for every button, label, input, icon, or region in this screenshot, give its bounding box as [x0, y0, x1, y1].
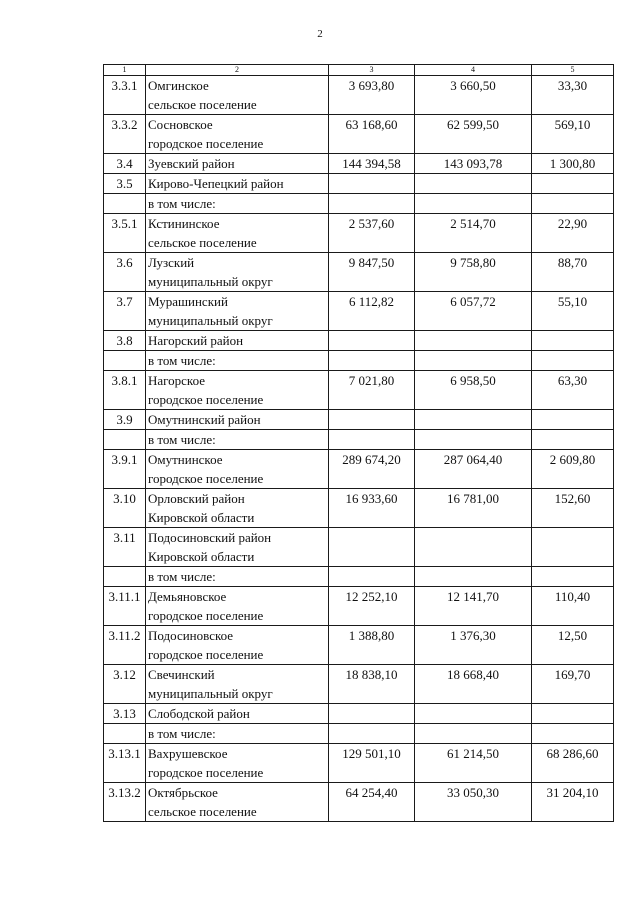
row-name-line: в том числе:: [148, 353, 216, 368]
row-number: 3.8: [104, 331, 146, 351]
value-c3: [329, 724, 415, 744]
column-header: 3: [329, 65, 415, 76]
table-row: [104, 783, 614, 822]
row-name: [146, 174, 329, 194]
value-c4: 18 668,40: [415, 665, 532, 704]
row-name-line: Омутнинское: [148, 452, 223, 467]
table-row: [104, 371, 614, 410]
row-number: 3.5.1: [104, 214, 146, 253]
value-c5: 88,70: [532, 253, 614, 292]
row-number: 3.7: [104, 292, 146, 331]
row-number: 3.3.1: [104, 76, 146, 115]
row-name-line: городское поселение: [148, 392, 264, 407]
value-c3: 63 168,60: [329, 115, 415, 154]
row-name-line: муниципальный округ: [148, 313, 273, 328]
row-name-line: городское поселение: [148, 765, 264, 780]
table-row: [104, 194, 614, 214]
row-name: [146, 430, 329, 450]
row-name-line: в том числе:: [148, 569, 216, 584]
row-number: 3.9: [104, 410, 146, 430]
value-c5: [532, 567, 614, 587]
row-number: [104, 194, 146, 214]
row-number: 3.11: [104, 528, 146, 567]
column-header: 4: [415, 65, 532, 76]
row-name: [146, 567, 329, 587]
row-name-line: Мурашинский: [148, 294, 228, 309]
value-c5: 31 204,10: [532, 783, 614, 822]
page-number: 2: [317, 28, 323, 40]
row-name-line: Нагорский район: [148, 333, 244, 348]
row-number: 3.4: [104, 154, 146, 174]
row-name: [146, 351, 329, 371]
table-row: [104, 174, 614, 194]
row-name-line: Кстининское: [148, 216, 220, 231]
value-c3: 1 388,80: [329, 626, 415, 665]
row-name: [146, 450, 329, 489]
row-name: [146, 292, 329, 331]
row-number: 3.11.2: [104, 626, 146, 665]
row-name: [146, 331, 329, 351]
row-name-line: Зуевский район: [148, 156, 235, 171]
value-c5: [532, 704, 614, 724]
table-row: [104, 724, 614, 744]
row-number: 3.10: [104, 489, 146, 528]
value-c3: [329, 704, 415, 724]
row-name-line: Омгинское: [148, 78, 209, 93]
table-row: [104, 214, 614, 253]
table-row: [104, 665, 614, 704]
value-c5: 33,30: [532, 76, 614, 115]
table-body: [104, 76, 614, 822]
value-c3: 16 933,60: [329, 489, 415, 528]
row-name-line: городское поселение: [148, 647, 264, 662]
row-name: [146, 154, 329, 174]
table-row: [104, 253, 614, 292]
value-c4: 61 214,50: [415, 744, 532, 783]
value-c3: [329, 528, 415, 567]
value-c4: [415, 528, 532, 567]
value-c3: 3 693,80: [329, 76, 415, 115]
row-name: [146, 371, 329, 410]
value-c4: 143 093,78: [415, 154, 532, 174]
row-name-line: Подосиновский район: [148, 530, 272, 545]
value-c4: [415, 567, 532, 587]
row-name-line: в том числе:: [148, 196, 216, 211]
row-name: [146, 626, 329, 665]
value-c3: [329, 351, 415, 371]
value-c3: 2 537,60: [329, 214, 415, 253]
table-row: [104, 430, 614, 450]
row-number: 3.3.2: [104, 115, 146, 154]
budget-table: [103, 64, 614, 822]
row-name: [146, 528, 329, 567]
value-c4: [415, 331, 532, 351]
value-c5: 569,10: [532, 115, 614, 154]
row-name-line: в том числе:: [148, 432, 216, 447]
value-c5: 169,70: [532, 665, 614, 704]
value-c4: 6 057,72: [415, 292, 532, 331]
row-number: [104, 430, 146, 450]
value-c5: [532, 194, 614, 214]
value-c3: [329, 410, 415, 430]
value-c4: 33 050,30: [415, 783, 532, 822]
value-c5: 63,30: [532, 371, 614, 410]
value-c5: 68 286,60: [532, 744, 614, 783]
value-c3: [329, 567, 415, 587]
row-name: [146, 253, 329, 292]
value-c5: [532, 174, 614, 194]
table-row: [104, 489, 614, 528]
table-row: [104, 567, 614, 587]
table-row: [104, 154, 614, 174]
value-c5: [532, 410, 614, 430]
table-row: [104, 410, 614, 430]
table-row: [104, 76, 614, 115]
value-c3: 129 501,10: [329, 744, 415, 783]
value-c5: 1 300,80: [532, 154, 614, 174]
row-name: [146, 724, 329, 744]
row-name-line: Омутнинский район: [148, 412, 261, 427]
value-c3: [329, 430, 415, 450]
row-number: 3.13: [104, 704, 146, 724]
row-name: [146, 76, 329, 115]
column-header: 2: [146, 65, 329, 76]
value-c4: [415, 704, 532, 724]
value-c5: 22,90: [532, 214, 614, 253]
value-c4: 2 514,70: [415, 214, 532, 253]
row-number: 3.13.1: [104, 744, 146, 783]
row-name-line: в том числе:: [148, 726, 216, 741]
value-c4: [415, 724, 532, 744]
column-number-row: [104, 65, 614, 76]
value-c4: 9 758,80: [415, 253, 532, 292]
row-number: 3.11.1: [104, 587, 146, 626]
value-c5: [532, 724, 614, 744]
value-c5: 12,50: [532, 626, 614, 665]
row-name-line: Подосиновское: [148, 628, 234, 643]
value-c3: 144 394,58: [329, 154, 415, 174]
row-name-line: Вахрушевское: [148, 746, 228, 761]
value-c3: 18 838,10: [329, 665, 415, 704]
value-c4: 16 781,00: [415, 489, 532, 528]
row-name-line: городское поселение: [148, 136, 264, 151]
row-number: 3.5: [104, 174, 146, 194]
value-c4: [415, 351, 532, 371]
value-c3: 6 112,82: [329, 292, 415, 331]
row-name: [146, 194, 329, 214]
value-c3: 12 252,10: [329, 587, 415, 626]
row-name: [146, 665, 329, 704]
row-name: [146, 744, 329, 783]
row-name-line: Орловский район: [148, 491, 245, 506]
table-row: [104, 704, 614, 724]
value-c4: 287 064,40: [415, 450, 532, 489]
value-c4: [415, 430, 532, 450]
row-name: [146, 214, 329, 253]
row-name-line: Лузский: [148, 255, 195, 270]
row-name-line: городское поселение: [148, 608, 264, 623]
row-name: [146, 704, 329, 724]
row-name-line: сельское поселение: [148, 235, 257, 250]
row-number: 3.8.1: [104, 371, 146, 410]
table-row: [104, 528, 614, 567]
value-c5: [532, 331, 614, 351]
row-number: 3.9.1: [104, 450, 146, 489]
row-name-line: Нагорское: [148, 373, 206, 388]
row-name-line: сельское поселение: [148, 804, 257, 819]
row-name-line: городское поселение: [148, 471, 264, 486]
column-header: 1: [104, 65, 146, 76]
row-name-line: муниципальный округ: [148, 686, 273, 701]
row-name-line: Кирово-Чепецкий район: [148, 176, 284, 191]
value-c3: 289 674,20: [329, 450, 415, 489]
row-name-line: Кировской области: [148, 549, 255, 564]
value-c3: [329, 331, 415, 351]
table-row: [104, 331, 614, 351]
row-name-line: Кировской области: [148, 510, 255, 525]
value-c5: [532, 351, 614, 371]
value-c3: [329, 174, 415, 194]
row-name: [146, 489, 329, 528]
value-c3: [329, 194, 415, 214]
row-name-line: Октябрьское: [148, 785, 218, 800]
row-name: [146, 587, 329, 626]
value-c3: 7 021,80: [329, 371, 415, 410]
table-row: [104, 744, 614, 783]
value-c4: 12 141,70: [415, 587, 532, 626]
row-number: [104, 724, 146, 744]
value-c4: [415, 174, 532, 194]
row-name-line: Демьяновское: [148, 589, 227, 604]
row-number: [104, 351, 146, 371]
table-row: [104, 351, 614, 371]
value-c4: [415, 194, 532, 214]
table-row: [104, 292, 614, 331]
row-name-line: сельское поселение: [148, 97, 257, 112]
row-number: 3.12: [104, 665, 146, 704]
value-c4: 3 660,50: [415, 76, 532, 115]
row-name: [146, 410, 329, 430]
table-row: [104, 115, 614, 154]
value-c5: [532, 430, 614, 450]
value-c4: 6 958,50: [415, 371, 532, 410]
value-c5: [532, 528, 614, 567]
value-c4: 1 376,30: [415, 626, 532, 665]
row-name: [146, 783, 329, 822]
value-c4: 62 599,50: [415, 115, 532, 154]
value-c5: 152,60: [532, 489, 614, 528]
row-name-line: муниципальный округ: [148, 274, 273, 289]
row-name-line: Свечинский: [148, 667, 215, 682]
value-c5: 55,10: [532, 292, 614, 331]
row-name-line: Сосновское: [148, 117, 213, 132]
row-number: 3.13.2: [104, 783, 146, 822]
value-c3: 64 254,40: [329, 783, 415, 822]
column-header: 5: [532, 65, 614, 76]
table-row: [104, 587, 614, 626]
row-number: 3.6: [104, 253, 146, 292]
value-c5: 110,40: [532, 587, 614, 626]
value-c4: [415, 410, 532, 430]
row-number: [104, 567, 146, 587]
table-row: [104, 626, 614, 665]
value-c3: 9 847,50: [329, 253, 415, 292]
value-c5: 2 609,80: [532, 450, 614, 489]
table-row: [104, 450, 614, 489]
row-name: [146, 115, 329, 154]
row-name-line: Слободской район: [148, 706, 250, 721]
